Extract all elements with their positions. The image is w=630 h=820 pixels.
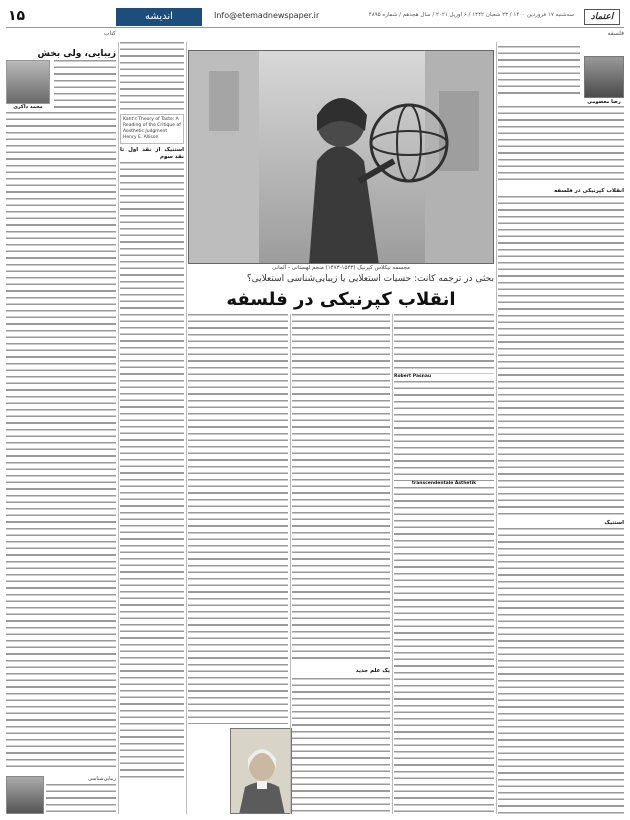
reference-box <box>120 114 184 144</box>
body-column-3 <box>394 314 494 814</box>
column-divider <box>392 314 393 814</box>
right-body-3 <box>498 528 624 814</box>
left-author-name: محمد داکری <box>13 104 43 110</box>
column-divider <box>496 42 497 814</box>
contact-email[interactable]: Info@etemadnewspaper.ir <box>214 11 320 20</box>
left-article-body-intro <box>54 60 116 108</box>
kant-portrait-illustration <box>231 729 292 814</box>
newspaper-logo: اعتماد <box>584 9 620 25</box>
section-badge: اندیشه <box>116 8 202 26</box>
column-divider <box>118 42 119 814</box>
right-author-photo <box>584 56 624 98</box>
left-section-label: کتاب <box>103 30 116 37</box>
mid-left-subtitle: استتیک از نقد اول تا نقد سوم <box>120 147 184 160</box>
author-photo <box>6 60 50 104</box>
body-subheading: یک علم جدید <box>355 668 390 674</box>
left-article-body <box>6 112 116 772</box>
right-subheading-1: انقلاب کپرنیکی در فلسفه <box>553 188 624 194</box>
term-pasnau: Robert Pasnau <box>394 374 432 379</box>
right-intro-text <box>498 46 580 98</box>
term-transcendental: transcendentale Ästhetik <box>411 480 477 486</box>
left-article-footer-body <box>46 784 116 814</box>
copernicus-statue-photo <box>188 50 494 264</box>
photo-caption: مجسمه نیکلاس کپرنیک (۱۵۴۳-۱۴۷۳) منجم لهستانی - آلمانی <box>272 265 410 271</box>
right-author-name: رضا معصومی <box>587 99 621 105</box>
column-divider <box>290 314 291 814</box>
right-subheading-2: استتیک <box>604 520 624 526</box>
reference-title: Kant's Theory of Taste: A Reading of the Critique of Aesthetic Judgment <box>123 117 181 134</box>
left-article-title: زیبایی، ولی بخش <box>37 49 116 59</box>
book-cover-caption: زیبایی‌شناسی <box>88 776 116 782</box>
page-header <box>6 6 624 28</box>
body-column-2-continued <box>292 678 390 814</box>
right-body-1 <box>498 106 624 184</box>
feature-headline: انقلاب کپرنیکی در فلسفه <box>226 289 456 310</box>
page-number: ۱۵ <box>8 8 26 24</box>
reference-author: Henry E. Allison <box>123 135 159 140</box>
right-body-2 <box>498 196 624 516</box>
mid-left-column <box>120 42 184 814</box>
feature-kicker: بحثی در ترجمه کانت: حسیات استعلایی یا زیبایی‌شناسی استعلایی؟ <box>246 274 494 284</box>
right-section-label: فلسفه <box>607 30 624 37</box>
statue-illustration <box>189 51 494 264</box>
newspaper-page <box>6 6 624 814</box>
kant-portrait <box>230 728 292 814</box>
column-divider <box>186 42 187 814</box>
issue-dateline: سه‌شنبه ۱۷ فروردین ۱۴۰۰ / ۲۳ شعبان ۱۴۴۲ / ۶ آوریل ۲۰۲۱ / سال هجدهم / شماره ۴۸۹۵ <box>368 12 574 18</box>
book-cover-image <box>6 776 44 814</box>
